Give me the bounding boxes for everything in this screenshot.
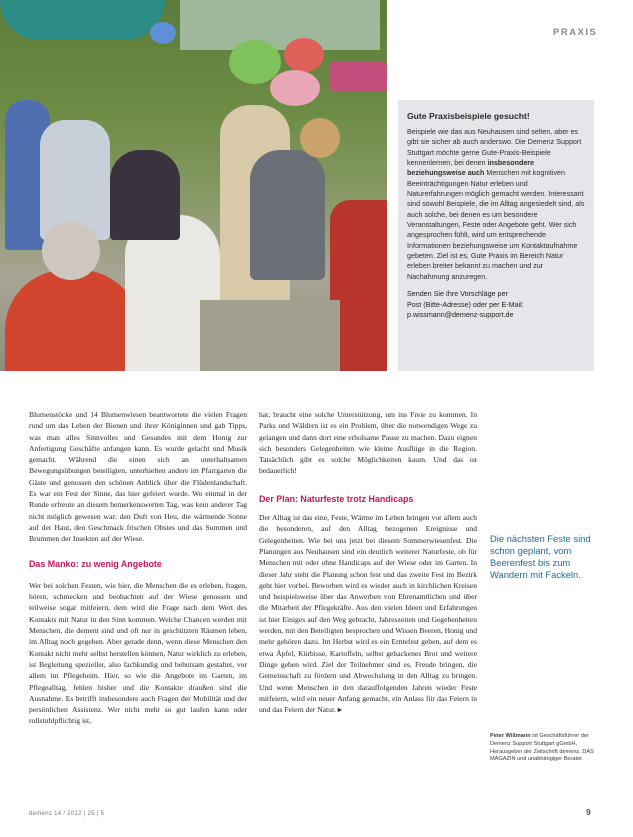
photo-person-dark [110,150,180,240]
info-box-text-part-1: Beispiele wie das aus Neuhausen sind selten, aber es gibt sie sicher ab auch anderswo. Die Demenz Support Stuttgart möchte gerne Gute-Praxis-Beispiele kennenlernen, bei denen [407,128,582,168]
author-bio: ist Geschäftsführer der Demenz Support Stuttgart gGmbH, Herausgeber der Zeitschrift demenz. DAS MAGAZIN und unabhängiger Berater. [490,733,594,763]
contact-line-1: Senden Sie Ihre Vorschläge per [407,290,508,299]
photo-head-grey [42,222,100,280]
hero-photo [0,0,387,371]
col2-heading: Der Plan: Naturfeste trotz Handicaps [259,493,414,504]
photo-parasol [0,0,165,40]
photo-head-blonde [300,118,340,158]
photo-ground [200,300,340,371]
info-box [398,100,594,371]
pull-quote: Die nächsten Feste sind schon geplant, vom Beerenfest bis zum Wandern mit Fackeln. [490,533,591,580]
contact-email-link[interactable]: p.wissmann@demenz-support.de [407,310,514,319]
col1-paragraph-2: Wer bei solchen Festen, wie hier, die Menschen die es erleben, fragen, hören, schmecken und beobachten auf der Wiese genossen und teilweise sogar mitfeiern, dem wird die Frage nach dem Wert des Kontakts mit Natur in den Sinn kommen. Welche Chancen werden mit Menschen, die dement sind und oft nur in geschützten Räumen leben, im Alltag noch gegeben. Aber gerade denn, wenn diese Menschen den Kontakt nicht mehr selbst herstellen können, Natur wirklich zu erleben, ist Begleitung spezieller, also fachkundig und behutsam gestaltet, vor allem im Pflegeheim. Hier, so wie die Angebote im Garten, im Pflegealltag, fehlen bisher und die Kontakte draußen sind die Ausnahme. Es betrifft insbesondere auch Fragen der Mobilität und der persönlichen Assistenz. Wer nicht mehr so gut laufen kann oder rollstuhlpflichtig ist, [29,580,247,726]
photo-sky-region [180,0,380,50]
col2-paragraph-1: hat, braucht eine solche Unterstützung, um ins Freie zu kommen. In Parks und Wäldern ist es ein Problem, über die notwendigen Wege zu gelangen und dann dort eine erholsame Pause zu machen. Dazu eignen sich besonders Gelegenheiten wie kleine Ausflüge in die Region. Tatsächlich gibt es solche Möglichkeiten kaum. Und das ist bedauerlich! [259,410,477,476]
photo-person-red [5,270,140,371]
col2-paragraph-2 [259,512,477,715]
photo-balloon-red [284,38,324,72]
info-box-contact [407,289,585,320]
page-number: 9 [586,807,591,817]
col1-paragraph-1: Blumenstöcke und 14 Blumenwiesen beantwortete die vielen Fragen rund um das Leben der Bienen und ihrer Königinnen und gab Tipps, was man alles Sinnvolles und Gesundes mit dem Honig zur Anfertigung Geschäfte anfangen kann. Es wurde gelacht und Musik gemacht. Während die einen sich an unterhaltsamen Bewegungsübungen beteiligten, unterhielten andere im Pfarrgarten die Gäste und genossen den schönen Anblick über die Flüdenlandschaft. Es war ein Fest der Sinne, das hier gefeiert wurde. Wo einmal in der Runde erfreute an diesem bemerkenswerten Tag, was kein anderer Tag nicht möglich gewesen war: den Duft von Heu, die wärmende Sonne auf der Haut, den Geschmack frischen Obstes und das Summen und Brummen der Insekten auf der Wiese. [29,410,247,544]
col1-heading: Das Manko: zu wenig Angebote [29,558,162,569]
contact-line-2: Post (Bitte-Adresse) oder per E-Mail: [407,300,524,309]
author-caption [490,733,596,764]
author-name: Peter Wißmann [490,733,531,739]
photo-bunting [330,62,387,92]
col2-paragraph-2-text: Der Alltag ist das eine, Feste, Wärme im Leben bringen vor allem auch die besonderen, auf den Alltag bezogenen Ereignisse und Gelegenheiten. Wie bei uns jetzt bei diesem Sommerwiesenfest. Die Planungen aus Neuhausen sind ein deutlich weiterer Naturfeste, ob für Menschen mit oder ohne Handicaps auf der Wiese oder im Garten. In dieser Jahr steht die Planung schon fest und das zweite Fest im Bezirk geht hier vorbei. Beworben wird es wieder auch in kirchlichen Kreisen und beispielsweise über das Anwerben von Ehrenamtlichen und über die Mitarbeit der Pflegekräfte. Aus den vielen Ideen und Erfahrungen ist hier Einiges auf den Weg gebracht, Jahreszeiten und Gegebenheiten werden, mit den Beteiligten besprochen und Wissen Beeren, Honig und mehr gehören dazu. Im Herbst wird es ein Erntefest geben, auf dem es etwa Äpfel, Kürbisse, Kartoffeln, selbst gebackenes Brot und weitere Dinge geben wird. Ziel der Teilnehmer sind es, Freude bringen, die Gemeinschaft zu fördern und Abwechslung in den Alltag zu bringen. Und wenn Menschen in den darauffolgenden Jahren wieder Feste mitfeiern, wird ein neuer Anfang gemacht, ein Anlass für das Feiern in und das Feiern der Natur. [259,513,477,715]
info-box-text-part-2: Menschen mit kognitiven Beeinträchtigungen Natur erleben und Naturerfahrungen möglich gemacht werden. Interessant sind sowohl Beispiele, die im Alltag angesiedelt sind, als auch solche, bei denen es um besondere Veranstaltungen, Feste oder Angebote geht. Wer sich angesprochen fühlt, wird um entsprechende Informationen beziehungsweise um Kontaktaufnahme gebeten. Ziel ist es, Gute Praxis im Bereich Natur erleben breiter bekannt zu machen und zur Nachahmung anzuregen. [407,169,585,281]
journal-footer: demenz 14 / 2012 | 25 | 5 [29,811,105,817]
info-box-text-bold: insbesondere beziehungsweise auch [407,159,535,178]
info-box-title: Gute Praxisbeispiele gesucht! [407,111,530,121]
article-end-mark: ▸ [337,705,342,715]
photo-person-plaid [250,150,325,280]
info-box-text [407,127,585,282]
photo-balloon-blue [150,22,176,44]
text-column-1 [29,409,247,727]
text-column-2 [259,409,477,715]
photo-balloon-pink [270,70,320,106]
section-label: PRAXIS [553,27,598,38]
